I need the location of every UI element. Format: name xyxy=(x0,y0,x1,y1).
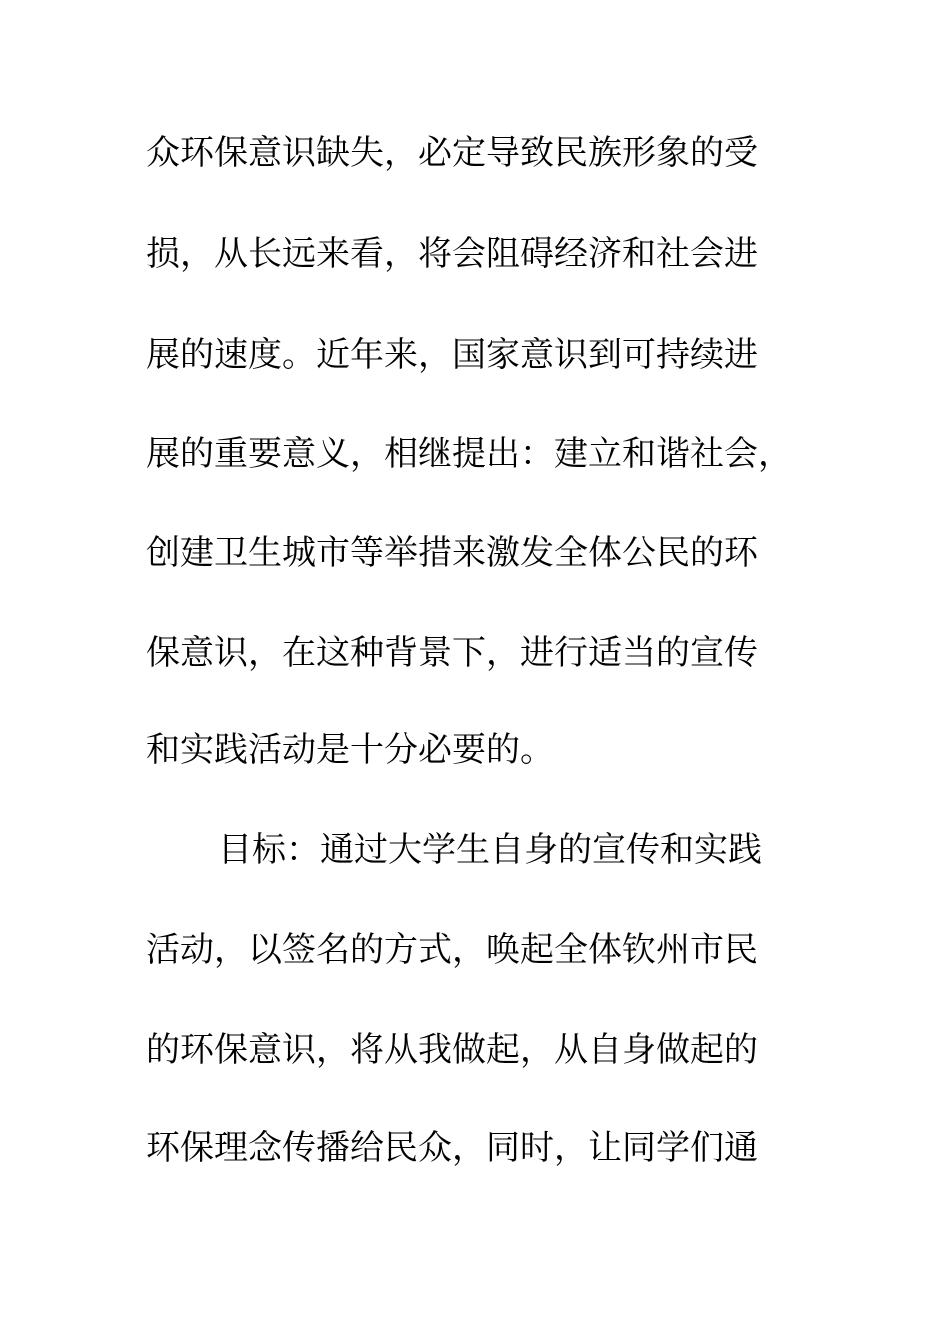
text-line: 展的重要意义，相继提出：建立和谐社会， xyxy=(146,434,792,474)
text-line: 众环保意识缺失，必定导致民族形象的受 xyxy=(146,133,758,173)
paragraph-start-line: 目标：通过大学生自身的宣传和实践 xyxy=(218,830,762,870)
text-line: 展的速度。近年来，国家意识到可持续进 xyxy=(146,335,758,375)
text-line: 活动，以签名的方式，唤起全体钦州市民 xyxy=(146,930,758,970)
text-line: 损，从长远来看，将会阻碍经济和社会进 xyxy=(146,234,758,274)
text-line: 保意识，在这种背景下，进行适当的宣传 xyxy=(146,633,758,673)
text-line: 的环保意识，将从我做起，从自身做起的 xyxy=(146,1030,758,1070)
text-line: 创建卫生城市等举措来激发全体公民的环 xyxy=(146,533,758,573)
text-line: 和实践活动是十分必要的。 xyxy=(146,730,554,770)
text-line: 环保理念传播给民众，同时，让同学们通 xyxy=(146,1128,758,1168)
